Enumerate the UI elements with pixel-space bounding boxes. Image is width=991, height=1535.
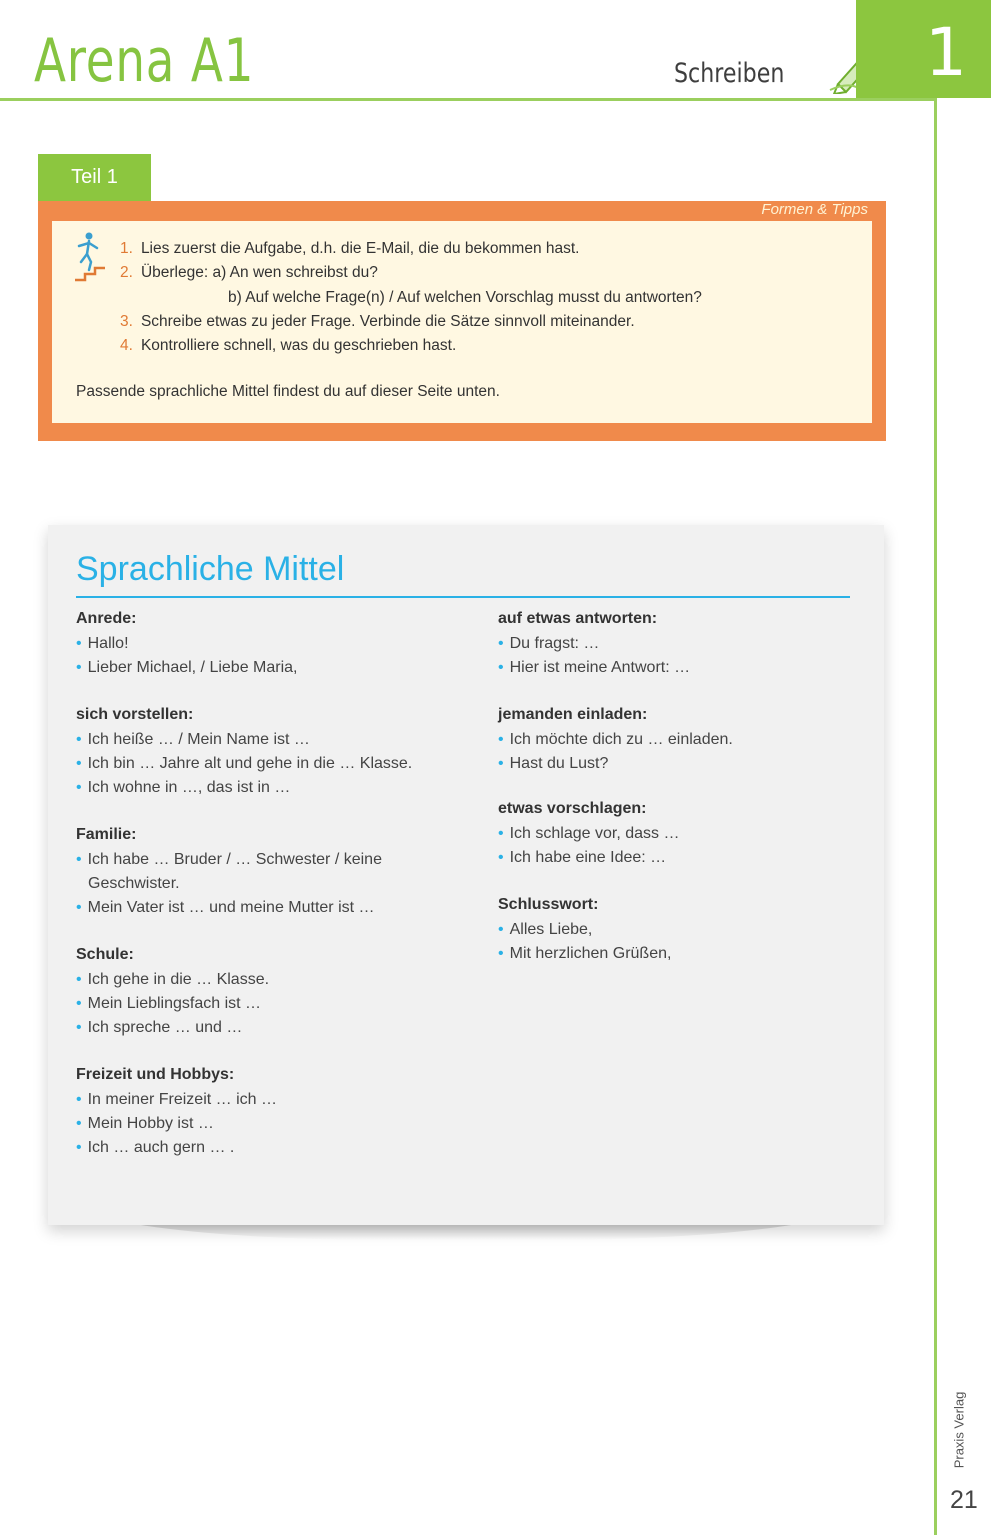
item-text: Du fragst: … [509,635,600,652]
list-item [498,656,690,680]
mittel-title: Sprachliche Mittel [76,550,345,588]
list-item-continuation: Geschwister. [88,875,180,892]
section-title: Schreiben [674,58,785,89]
item-text: Ich schlage vor, dass … [509,825,680,842]
item-text: In meiner Freizeit … ich … [87,1091,277,1108]
list-item [76,896,375,920]
brand-title: Arena A1 [34,26,255,96]
list-item [76,848,382,872]
tip-step-2 [120,261,378,285]
bullet-icon: • [498,825,504,842]
bullet-icon: • [76,1091,82,1108]
unit-number: 1 [925,14,967,91]
item-text: Alles Liebe, [509,921,593,938]
step-number: 2. [120,264,133,281]
step-text: Überlege: a) An wen schreibst du? [140,264,378,281]
list-item [76,776,290,800]
bullet-icon: • [76,1139,82,1156]
list-item [498,752,608,776]
side-divider [934,98,937,1535]
list-item [76,1016,242,1040]
group-title-antworten: auf etwas antworten: [498,610,658,627]
group-title-anrede: Anrede: [76,610,137,627]
item-text: Hallo! [87,635,129,652]
unit-number-tab [856,0,991,98]
item-text: Mein Hobby ist … [87,1115,214,1132]
tip-step-2b: b) Auf welche Frage(n) / Auf welchen Vorschlag musst du antworten? [228,289,702,306]
item-text: Hast du Lust? [509,755,609,772]
item-text: Mit herzlichen Grüßen, [509,945,672,962]
list-item [498,918,592,942]
item-text: Ich habe eine Idee: … [509,849,667,866]
publisher-label [944,1380,974,1480]
bullet-icon: • [76,995,82,1012]
list-item [498,632,599,656]
list-item [498,942,671,966]
header-divider [0,98,936,101]
step-number: 4. [120,337,133,354]
bullet-icon: • [498,659,504,676]
tips-label: Formen & Tipps [761,201,868,218]
item-text: Lieber Michael, / Liebe Maria, [87,659,298,676]
bullet-icon: • [76,755,82,772]
list-item [76,992,261,1016]
bullet-icon: • [76,851,82,868]
bullet-icon: • [498,849,504,866]
item-text: Ich bin … Jahre alt und gehe in die … Klasse. [87,755,413,772]
bullet-icon: • [76,899,82,916]
item-text: Ich wohne in …, das ist in … [87,779,291,796]
publisher-text: Praxis Verlag [951,1391,967,1469]
group-title-vorstellen: sich vorstellen: [76,706,194,723]
item-text: Ich möchte dich zu … einladen. [509,731,733,748]
bullet-icon: • [498,731,504,748]
item-text: Mein Vater ist … und meine Mutter ist … [87,899,375,916]
bullet-icon: • [76,731,82,748]
list-item [498,822,679,846]
item-text: Ich spreche … und … [87,1019,243,1036]
item-text: Ich gehe in die … Klasse. [87,971,270,988]
list-item [76,1112,214,1136]
step-number: 3. [120,313,133,330]
step-text: Schreibe etwas zu jeder Frage. Verbinde die Sätze sinnvoll miteinander. [140,313,635,330]
stairs-walker-icon [73,230,113,286]
tips-footer: Passende sprachliche Mittel findest du auf dieser Seite unten. [76,383,500,400]
mittel-divider [76,596,850,598]
list-item [76,728,310,752]
step-text: Kontrolliere schnell, was du geschrieben hast. [140,337,457,354]
group-title-familie: Familie: [76,826,137,843]
list-item [498,846,666,870]
group-title-einladen: jemanden einladen: [498,706,648,723]
tip-step-4 [120,334,456,358]
bullet-icon: • [76,1019,82,1036]
tip-step-3 [120,310,635,334]
page-number: 21 [950,1486,978,1514]
bullet-icon: • [498,755,504,772]
list-item [498,728,733,752]
list-item [76,752,412,776]
bullet-icon: • [498,945,504,962]
group-title-schule: Schule: [76,946,134,963]
list-item [76,968,269,992]
step-text: Lies zuerst die Aufgabe, d.h. die E-Mail, die du bekommen hast. [140,240,580,257]
bullet-icon: • [76,971,82,988]
bullet-icon: • [76,779,82,796]
bullet-icon: • [498,921,504,938]
list-item [76,656,298,680]
group-title-schlusswort: Schlusswort: [498,896,599,913]
list-item [76,1088,277,1112]
item-text: Ich … auch gern … . [87,1139,235,1156]
group-title-vorschlagen: etwas vorschlagen: [498,800,647,817]
part-tab: Teil 1 [38,154,151,201]
item-text: Ich habe … Bruder / … Schwester / keine [87,851,382,868]
item-text: Hier ist meine Antwort: … [509,659,691,676]
bullet-icon: • [76,659,82,676]
step-number: 1. [120,240,133,257]
bullet-icon: • [76,635,82,652]
bullet-icon: • [76,1115,82,1132]
bullet-icon: • [498,635,504,652]
list-item [76,1136,234,1160]
list-item [76,632,129,656]
item-text: Mein Lieblingsfach ist … [87,995,262,1012]
group-title-freizeit: Freizeit und Hobbys: [76,1066,235,1083]
item-text: Ich heiße … / Mein Name ist … [87,731,310,748]
tip-step-1 [120,237,580,261]
